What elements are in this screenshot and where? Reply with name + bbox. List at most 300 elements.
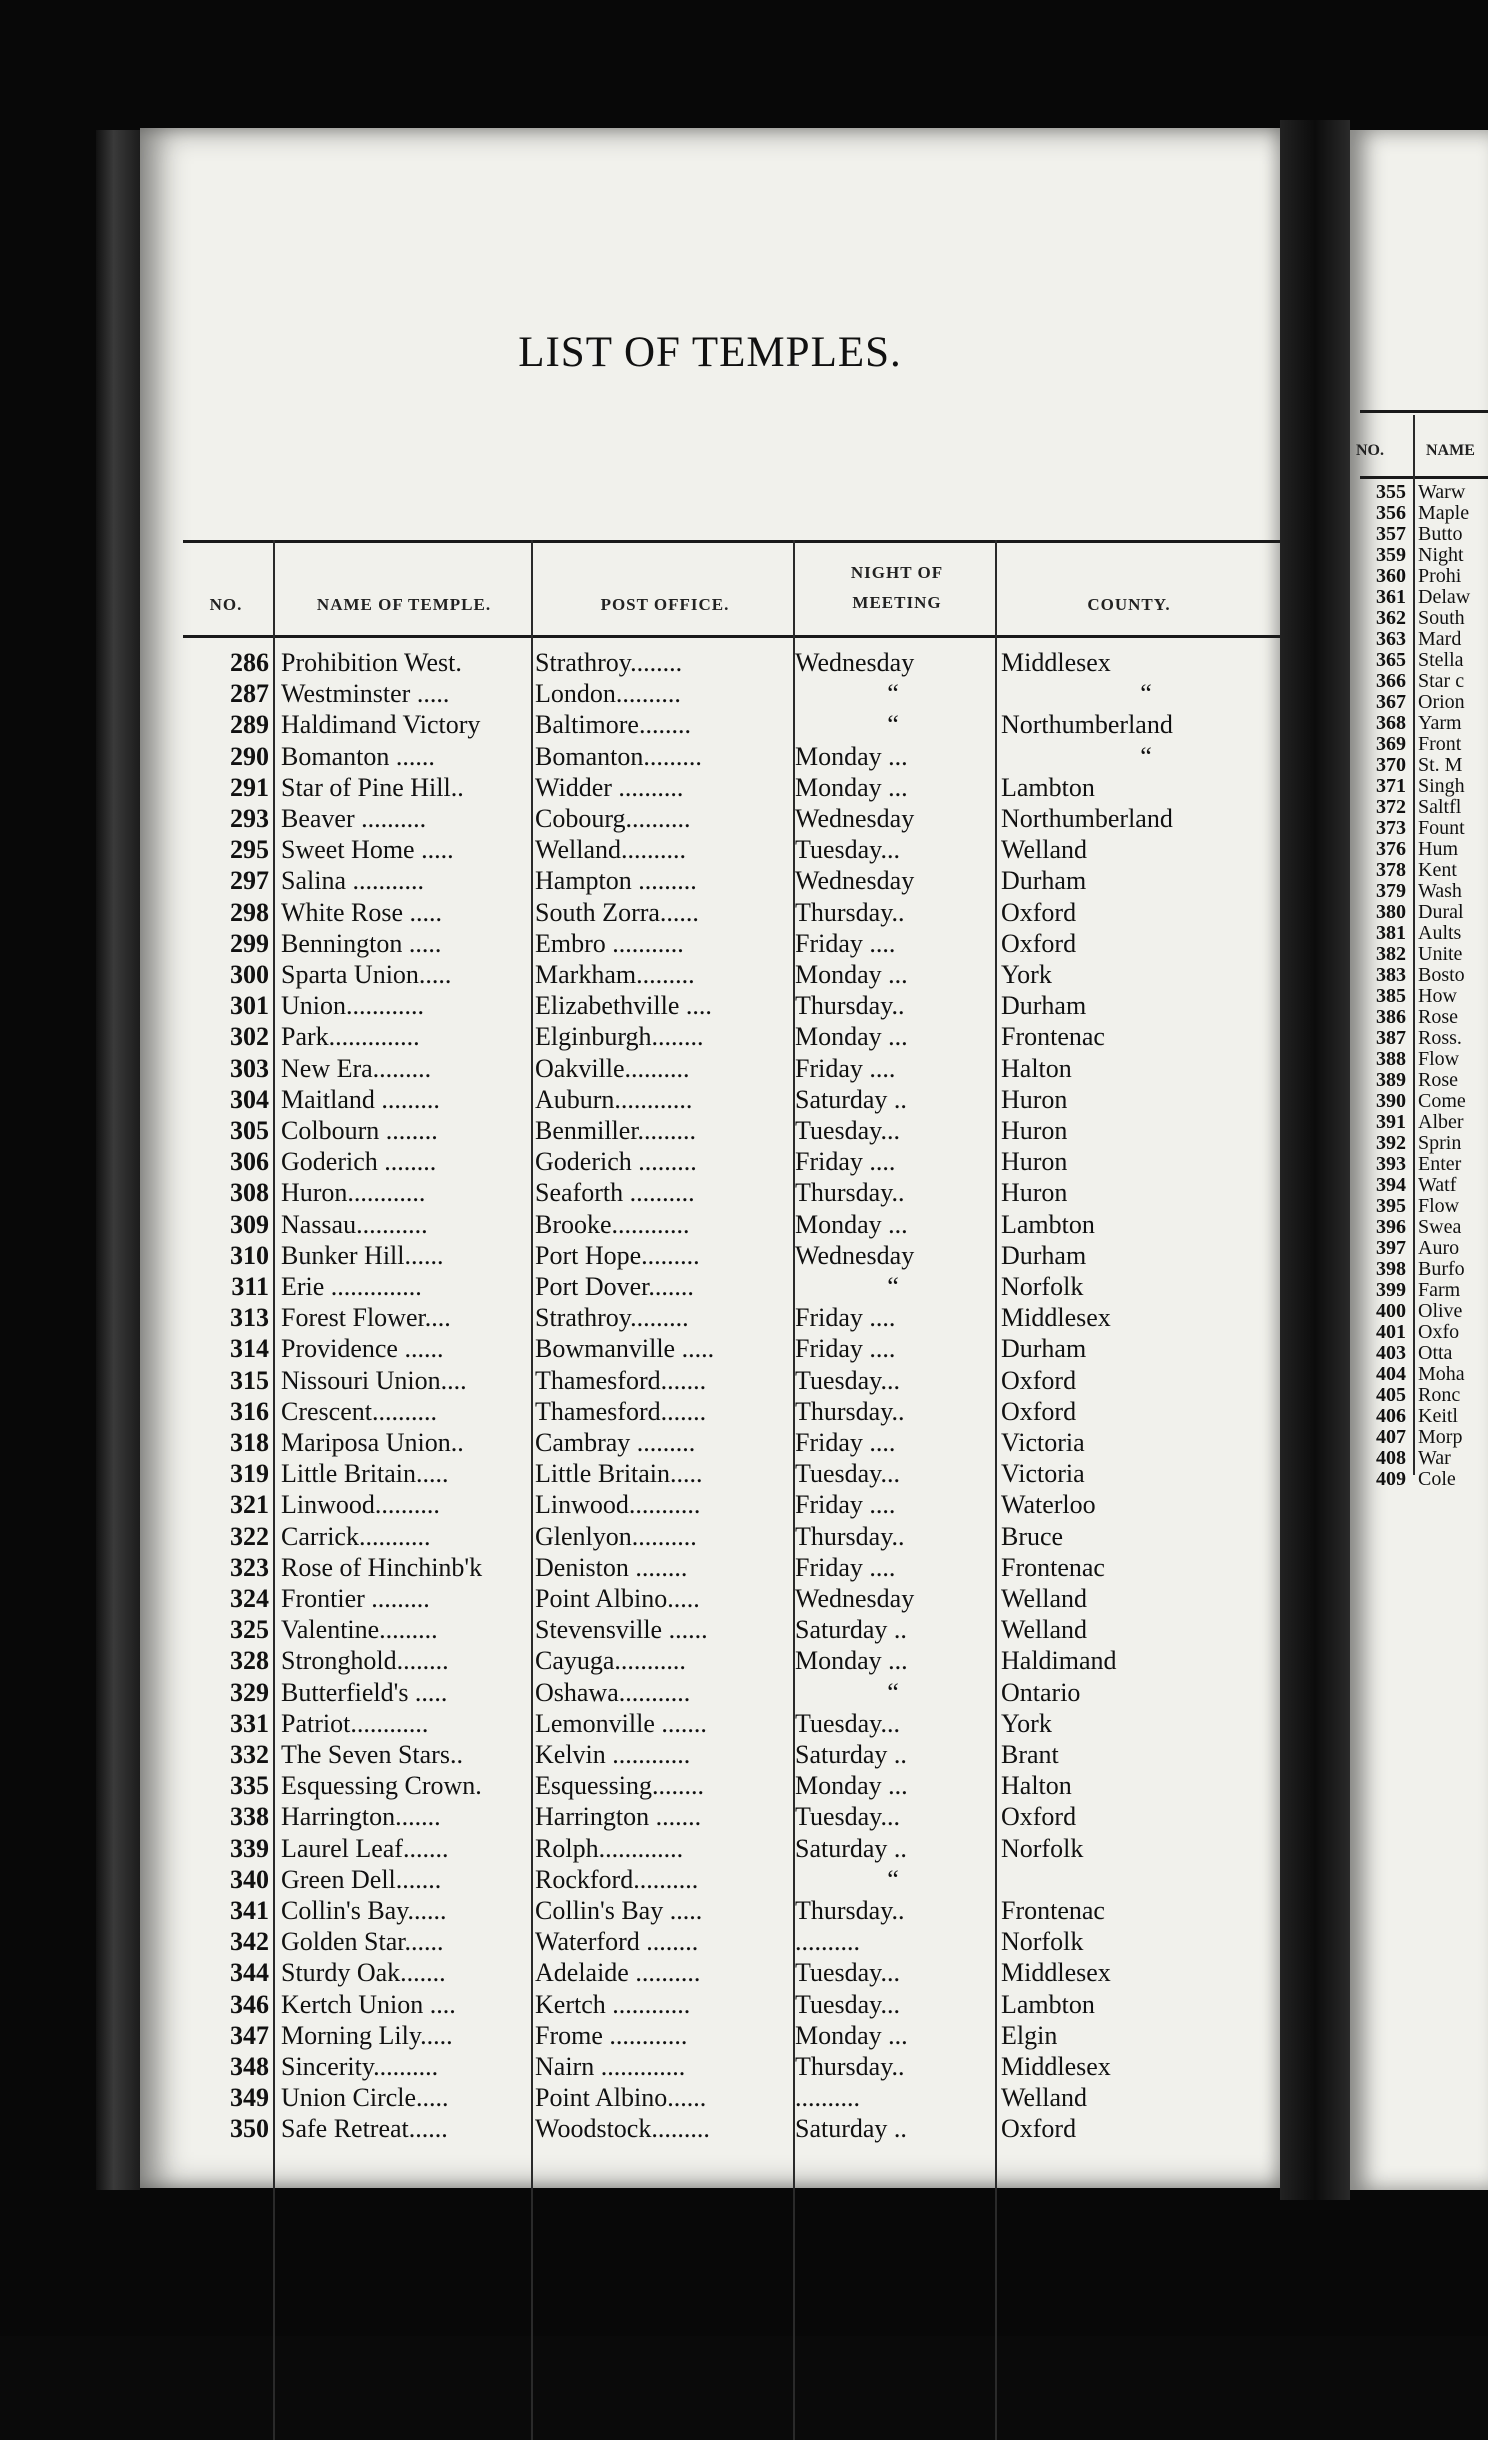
- right-page-header: [1350, 430, 1488, 470]
- cell-county: York: [1001, 960, 1052, 989]
- cell-name: Colbourn ........: [281, 1116, 438, 1145]
- cell-post: Cayuga...........: [535, 1646, 686, 1676]
- cell-no: 314: [230, 1334, 269, 1364]
- table-row: [183, 678, 1282, 709]
- cell-county: Oxford: [1001, 897, 1077, 927]
- cell-night: Tuesday...: [795, 1459, 900, 1489]
- cell-name: Carrick...........: [281, 1521, 431, 1551]
- right-table-row: [1350, 1343, 1488, 1364]
- cell-post: Port Dover.......: [535, 1272, 694, 1301]
- right-cell-name: Auro: [1418, 1237, 1460, 1259]
- cell-county: Frontenac: [1001, 1552, 1105, 1582]
- table-row: [183, 1271, 1282, 1302]
- cell-night: Saturday ..: [795, 1833, 907, 1863]
- cell-post: Nairn .............: [535, 2052, 686, 2081]
- cell-name: Sincerity..........: [281, 2052, 439, 2081]
- right-page: [1350, 130, 1488, 2190]
- header-night: [797, 540, 997, 635]
- right-cell-name: Morp: [1418, 1426, 1463, 1448]
- cell-no: 332: [230, 1740, 269, 1769]
- right-cell-no: 404: [1376, 1363, 1406, 1385]
- right-cell-name: Maple: [1418, 502, 1470, 524]
- book-spine: [96, 130, 140, 2190]
- cell-night: “: [887, 1677, 899, 1707]
- right-cell-name: Hum: [1418, 838, 1458, 860]
- cell-no: 304: [230, 1084, 269, 1114]
- right-table-row: [1350, 1175, 1488, 1196]
- cell-county: Ontario: [1001, 1677, 1081, 1707]
- cell-county: Norfolk: [1001, 1272, 1084, 1301]
- right-cell-name: Aults: [1418, 922, 1462, 944]
- cell-post: Waterford ........: [535, 1927, 699, 1957]
- cell-post: Rolph.............: [535, 1833, 684, 1863]
- right-table-row: [1350, 587, 1488, 608]
- right-table-row: [1350, 1280, 1488, 1301]
- cell-no: 344: [230, 1958, 269, 1988]
- cell-post: Brooke............: [535, 1209, 690, 1239]
- right-cell-name: Cole: [1418, 1468, 1456, 1490]
- cell-no: 324: [230, 1584, 269, 1613]
- cell-post: Seaforth ..........: [535, 1178, 695, 1208]
- cell-no: 339: [230, 1833, 269, 1863]
- right-cell-no: 379: [1376, 880, 1406, 902]
- right-cell-no: 368: [1376, 712, 1406, 734]
- cell-post: Baltimore........: [535, 710, 691, 740]
- cell-county: Oxford: [1001, 1802, 1077, 1832]
- cell-no: 315: [230, 1365, 269, 1395]
- right-cell-no: 401: [1376, 1321, 1406, 1343]
- table-row: [183, 1053, 1282, 1084]
- cell-post: Bowmanville .....: [535, 1334, 715, 1364]
- cell-county: Huron: [1001, 1147, 1068, 1177]
- table-row: [183, 865, 1282, 896]
- cell-no: 328: [230, 1646, 269, 1676]
- cell-name: The Seven Stars..: [281, 1740, 463, 1769]
- cell-no: 299: [230, 928, 269, 958]
- right-table-row: [1350, 503, 1488, 524]
- cell-county: “: [1140, 679, 1152, 709]
- cell-night: Friday ....: [795, 1147, 896, 1177]
- cell-post: Harrington .......: [535, 1802, 702, 1832]
- cell-name: Sparta Union.....: [281, 960, 452, 989]
- right-cell-no: 394: [1376, 1174, 1406, 1196]
- cell-name: Forest Flower....: [281, 1303, 451, 1333]
- cell-no: 293: [230, 804, 269, 833]
- cell-county: Northumberland: [1001, 710, 1173, 740]
- table-row: [183, 709, 1282, 740]
- cell-name: Providence ......: [281, 1334, 444, 1364]
- right-cell-name: Sprin: [1418, 1132, 1462, 1154]
- right-cell-no: 409: [1376, 1468, 1406, 1490]
- cell-county: Middlesex: [1001, 648, 1111, 677]
- cell-no: 329: [230, 1677, 269, 1707]
- cell-county: Oxford: [1001, 1396, 1077, 1426]
- cell-county: Middlesex: [1001, 1303, 1111, 1333]
- right-cell-name: Come: [1418, 1090, 1466, 1112]
- right-cell-no: 392: [1376, 1132, 1406, 1154]
- cell-post: Auburn............: [535, 1084, 693, 1114]
- cell-no: 305: [230, 1116, 269, 1145]
- right-table-row: [1350, 1364, 1488, 1385]
- right-cell-name: Saltfl: [1418, 796, 1462, 818]
- right-header-no: NO.: [1356, 442, 1384, 459]
- table-row: [183, 1365, 1282, 1396]
- cell-no: 295: [230, 835, 269, 865]
- cell-no: 349: [230, 2083, 269, 2113]
- table-row: [183, 1084, 1282, 1115]
- cell-name: Haldimand Victory: [281, 710, 481, 740]
- right-table-row: [1350, 734, 1488, 755]
- cell-night: Wednesday: [795, 648, 915, 677]
- cell-night: Friday ....: [795, 1552, 896, 1582]
- cell-county: Oxford: [1001, 2114, 1077, 2144]
- cell-no: 350: [230, 2114, 269, 2144]
- right-cell-name: Enter: [1418, 1153, 1462, 1175]
- right-table-row: [1350, 818, 1488, 839]
- table-row: [183, 1801, 1282, 1832]
- cell-name: Beaver ..........: [281, 804, 427, 833]
- cell-night: Monday ...: [795, 1209, 908, 1239]
- cell-county: Elgin: [1001, 2020, 1058, 2050]
- cell-night: Monday ...: [795, 741, 908, 771]
- right-table-row: [1350, 1406, 1488, 1427]
- cell-no: 319: [230, 1459, 269, 1489]
- right-table-row: [1350, 839, 1488, 860]
- cell-post: Frome ............: [535, 2020, 688, 2050]
- cell-post: Esquessing........: [535, 1771, 704, 1801]
- cell-name: Union............: [281, 991, 424, 1021]
- cell-no: 346: [230, 1989, 269, 2019]
- right-table-row: [1350, 755, 1488, 776]
- right-table-row: [1350, 944, 1488, 965]
- right-cell-name: Dural: [1418, 901, 1464, 923]
- right-cell-no: 370: [1376, 754, 1406, 776]
- right-table-row: [1350, 1385, 1488, 1406]
- right-cell-name: War: [1418, 1447, 1451, 1469]
- right-cell-name: Warw: [1418, 481, 1466, 503]
- cell-post: Strathroy.........: [535, 1303, 689, 1333]
- right-cell-name: Bosto: [1418, 964, 1465, 986]
- cell-night: “: [887, 1272, 899, 1301]
- table-row: [183, 2020, 1282, 2051]
- cell-night: Thursday..: [795, 1178, 905, 1208]
- right-table-row: [1350, 1196, 1488, 1217]
- cell-night: Friday ....: [795, 1303, 896, 1333]
- right-cell-no: 363: [1376, 628, 1406, 650]
- right-table-row: [1350, 1112, 1488, 1133]
- right-cell-no: 393: [1376, 1153, 1406, 1175]
- table-row: [183, 834, 1282, 865]
- table-row: [183, 1458, 1282, 1489]
- cell-county: Oxford: [1001, 1365, 1077, 1395]
- table-row: [183, 803, 1282, 834]
- cell-post: London..........: [535, 679, 681, 709]
- table-row: [183, 1552, 1282, 1583]
- cell-no: 313: [230, 1303, 269, 1333]
- cell-name: Valentine.........: [281, 1615, 438, 1645]
- table-row: [183, 1957, 1282, 1988]
- cell-county: “: [1140, 741, 1152, 771]
- right-cell-no: 369: [1376, 733, 1406, 755]
- right-cell-no: 367: [1376, 691, 1406, 713]
- cell-county: Welland: [1001, 1584, 1087, 1613]
- cell-name: Safe Retreat......: [281, 2114, 448, 2144]
- table-row: [183, 1209, 1282, 1240]
- cell-no: 308: [230, 1178, 269, 1208]
- cell-post: Kelvin ............: [535, 1740, 691, 1769]
- cell-post: Welland..........: [535, 835, 686, 865]
- right-cell-no: 390: [1376, 1090, 1406, 1112]
- table-row: [183, 1333, 1282, 1364]
- cell-name: Sturdy Oak.......: [281, 1958, 446, 1988]
- right-cell-name: Unite: [1418, 943, 1463, 965]
- header-night-line2: MEETING: [852, 592, 942, 612]
- cell-post: Markham.........: [535, 960, 695, 989]
- header-night-line1: NIGHT OF: [850, 562, 944, 582]
- cell-name: Park..............: [281, 1022, 420, 1052]
- right-cell-name: Rose: [1418, 1069, 1458, 1091]
- cell-county: Lambton: [1001, 772, 1095, 802]
- table-row: [183, 1645, 1282, 1676]
- right-cell-name: Wash: [1418, 880, 1462, 902]
- table-row: [183, 772, 1282, 803]
- cell-no: 325: [230, 1615, 269, 1645]
- cell-name: Green Dell.......: [281, 1864, 442, 1894]
- cell-night: “: [887, 710, 899, 740]
- right-cell-no: 383: [1376, 964, 1406, 986]
- right-table-row: [1350, 1070, 1488, 1091]
- cell-county: Middlesex: [1001, 1958, 1111, 1988]
- right-cell-no: 387: [1376, 1027, 1406, 1049]
- cell-post: Elginburgh........: [535, 1022, 704, 1052]
- cell-name: Goderich ........: [281, 1147, 437, 1177]
- cell-no: 289: [230, 710, 269, 740]
- left-page: [140, 128, 1280, 2188]
- header-name-label: NAME OF TEMPLE.: [316, 595, 492, 614]
- cell-no: 335: [230, 1771, 269, 1801]
- right-cell-name: Farm: [1418, 1279, 1461, 1301]
- cell-night: ..........: [795, 1927, 860, 1957]
- right-cell-no: 378: [1376, 859, 1406, 881]
- cell-night: “: [887, 1864, 899, 1894]
- right-table-row: [1350, 1448, 1488, 1469]
- cell-post: Linwood...........: [535, 1490, 701, 1520]
- cell-county: Huron: [1001, 1116, 1068, 1145]
- right-table-row: [1350, 776, 1488, 797]
- right-table-row: [1350, 902, 1488, 923]
- cell-post: Cobourg..........: [535, 804, 691, 833]
- cell-county: Welland: [1001, 2083, 1087, 2113]
- cell-county: Frontenac: [1001, 1896, 1105, 1925]
- right-cell-name: Olive: [1418, 1300, 1463, 1322]
- cell-post: Woodstock.........: [535, 2114, 710, 2144]
- book-gutter: [1280, 120, 1350, 2200]
- cell-night: Monday ...: [795, 2020, 908, 2050]
- cell-night: Friday ....: [795, 1428, 896, 1457]
- table-row: [183, 1489, 1282, 1520]
- table-row: [183, 1115, 1282, 1146]
- cell-no: 323: [230, 1552, 269, 1582]
- cell-name: Golden Star......: [281, 1927, 444, 1957]
- cell-night: Monday ...: [795, 1022, 908, 1052]
- cell-no: 331: [230, 1708, 269, 1738]
- right-table-row: [1350, 482, 1488, 503]
- header-county-label: COUNTY.: [1087, 595, 1171, 614]
- cell-post: Point Albino......: [535, 2083, 707, 2113]
- right-table-row: [1350, 1091, 1488, 1112]
- right-cell-no: 386: [1376, 1006, 1406, 1028]
- cell-no: 348: [230, 2052, 269, 2081]
- right-table-row: [1350, 1322, 1488, 1343]
- cell-night: Monday ...: [795, 1771, 908, 1801]
- cell-night: Friday ....: [795, 928, 896, 958]
- table-row: [183, 1833, 1282, 1864]
- cell-name: Huron............: [281, 1178, 426, 1208]
- table-row: [183, 741, 1282, 772]
- cell-county: Victoria: [1001, 1428, 1085, 1457]
- table-row: [183, 990, 1282, 1021]
- cell-night: Monday ...: [795, 772, 908, 802]
- cell-name: Nissouri Union....: [281, 1365, 467, 1395]
- right-table-row: [1350, 1154, 1488, 1175]
- right-cell-name: Ross.: [1418, 1027, 1462, 1049]
- cell-name: White Rose .....: [281, 897, 443, 927]
- cell-post: Port Hope.........: [535, 1240, 700, 1270]
- cell-county: Lambton: [1001, 1209, 1095, 1239]
- cell-night: Saturday ..: [795, 1740, 907, 1769]
- cell-county: Bruce: [1001, 1521, 1064, 1551]
- cell-night: Thursday..: [795, 1896, 905, 1925]
- cell-no: 338: [230, 1802, 269, 1832]
- cell-night: Tuesday...: [795, 1116, 900, 1145]
- right-cell-name: Prohi: [1418, 565, 1462, 587]
- right-table-row: [1350, 629, 1488, 650]
- right-table-row: [1350, 545, 1488, 566]
- right-cell-no: 366: [1376, 670, 1406, 692]
- right-cell-no: 357: [1376, 523, 1406, 545]
- cell-night: Tuesday...: [795, 1989, 900, 2019]
- right-cell-no: 391: [1376, 1111, 1406, 1133]
- right-cell-name: Burfo: [1418, 1258, 1465, 1280]
- right-cell-name: Butto: [1418, 523, 1463, 545]
- right-table-row: [1350, 1427, 1488, 1448]
- right-cell-name: Keitl: [1418, 1405, 1458, 1427]
- right-cell-no: 406: [1376, 1405, 1406, 1427]
- right-cell-no: 405: [1376, 1384, 1406, 1406]
- cell-name: Patriot............: [281, 1708, 429, 1738]
- right-cell-no: 403: [1376, 1342, 1406, 1364]
- cell-post: Oshawa...........: [535, 1677, 691, 1707]
- cell-no: 291: [230, 772, 269, 802]
- right-page-top-rule: [1360, 410, 1488, 413]
- right-table-row: [1350, 1049, 1488, 1070]
- right-table-row: [1350, 671, 1488, 692]
- right-cell-name: Fount: [1418, 817, 1465, 839]
- right-cell-no: 355: [1376, 481, 1406, 503]
- right-cell-no: 361: [1376, 586, 1406, 608]
- table-row: [183, 2113, 1282, 2144]
- cell-post: Rockford..........: [535, 1864, 699, 1894]
- cell-night: Friday ....: [795, 1490, 896, 1520]
- cell-name: Prohibition West.: [281, 648, 462, 677]
- right-header-name: NAME: [1426, 442, 1475, 459]
- cell-county: Lambton: [1001, 1989, 1095, 2019]
- table-row: [183, 1583, 1282, 1614]
- right-table-row: [1350, 1007, 1488, 1028]
- right-cell-no: 356: [1376, 502, 1406, 524]
- right-table-row: [1350, 1028, 1488, 1049]
- right-cell-no: 381: [1376, 922, 1406, 944]
- cell-post: Lemonville .......: [535, 1708, 707, 1738]
- cell-county: Huron: [1001, 1178, 1068, 1208]
- cell-no: 298: [230, 897, 269, 927]
- right-cell-no: 385: [1376, 985, 1406, 1007]
- right-table-row: [1350, 566, 1488, 587]
- right-cell-name: South: [1418, 607, 1465, 629]
- cell-no: 342: [230, 1927, 269, 1957]
- cell-night: Saturday ..: [795, 1084, 907, 1114]
- cell-name: Westminster .....: [281, 679, 450, 709]
- right-cell-name: Singh: [1418, 775, 1465, 797]
- cell-county: Oxford: [1001, 928, 1077, 958]
- cell-county: Huron: [1001, 1084, 1068, 1114]
- cell-post: Strathroy........: [535, 648, 683, 677]
- cell-no: 300: [230, 960, 269, 989]
- right-table-row: [1350, 608, 1488, 629]
- cell-name: Mariposa Union..: [281, 1428, 464, 1457]
- cell-no: 286: [230, 648, 269, 677]
- cell-night: Tuesday...: [795, 835, 900, 865]
- cell-post: South Zorra......: [535, 897, 699, 927]
- table-row: [183, 1770, 1282, 1801]
- right-cell-name: Otta: [1418, 1342, 1453, 1364]
- cell-post: Thamesford.......: [535, 1365, 707, 1395]
- right-cell-name: Watf: [1418, 1174, 1457, 1196]
- right-table-row: [1350, 1133, 1488, 1154]
- table-row: [183, 1521, 1282, 1552]
- cell-post: Deniston ........: [535, 1552, 688, 1582]
- cell-no: 310: [230, 1240, 269, 1270]
- cell-night: Saturday ..: [795, 1615, 907, 1645]
- cell-post: Adelaide ..........: [535, 1958, 701, 1988]
- right-cell-name: St. M: [1418, 754, 1463, 776]
- cell-post: Glenlyon..........: [535, 1521, 697, 1551]
- cell-name: Harrington.......: [281, 1802, 441, 1832]
- right-cell-no: 365: [1376, 649, 1406, 671]
- right-table-row: [1350, 524, 1488, 545]
- right-table-row: [1350, 965, 1488, 986]
- cell-post: Elizabethville ....: [535, 991, 712, 1021]
- cell-night: Tuesday...: [795, 1708, 900, 1738]
- cell-county: Durham: [1001, 1334, 1087, 1364]
- right-cell-no: 372: [1376, 796, 1406, 818]
- right-cell-no: 373: [1376, 817, 1406, 839]
- cell-county: Waterloo: [1001, 1490, 1096, 1520]
- cell-county: Middlesex: [1001, 2052, 1111, 2081]
- right-table-row: [1350, 923, 1488, 944]
- right-cell-no: 359: [1376, 544, 1406, 566]
- right-cell-name: Moha: [1418, 1363, 1465, 1385]
- cell-name: Maitland .........: [281, 1084, 440, 1114]
- cell-night: Thursday..: [795, 1521, 905, 1551]
- right-cell-no: 362: [1376, 607, 1406, 629]
- cell-name: Bennington .....: [281, 928, 442, 958]
- cell-night: Tuesday...: [795, 1802, 900, 1832]
- header-post-office-label: POST OFFICE.: [600, 595, 730, 614]
- cell-name: Esquessing Crown.: [281, 1771, 482, 1801]
- table-row: [183, 1396, 1282, 1427]
- header-post-office: [535, 540, 795, 635]
